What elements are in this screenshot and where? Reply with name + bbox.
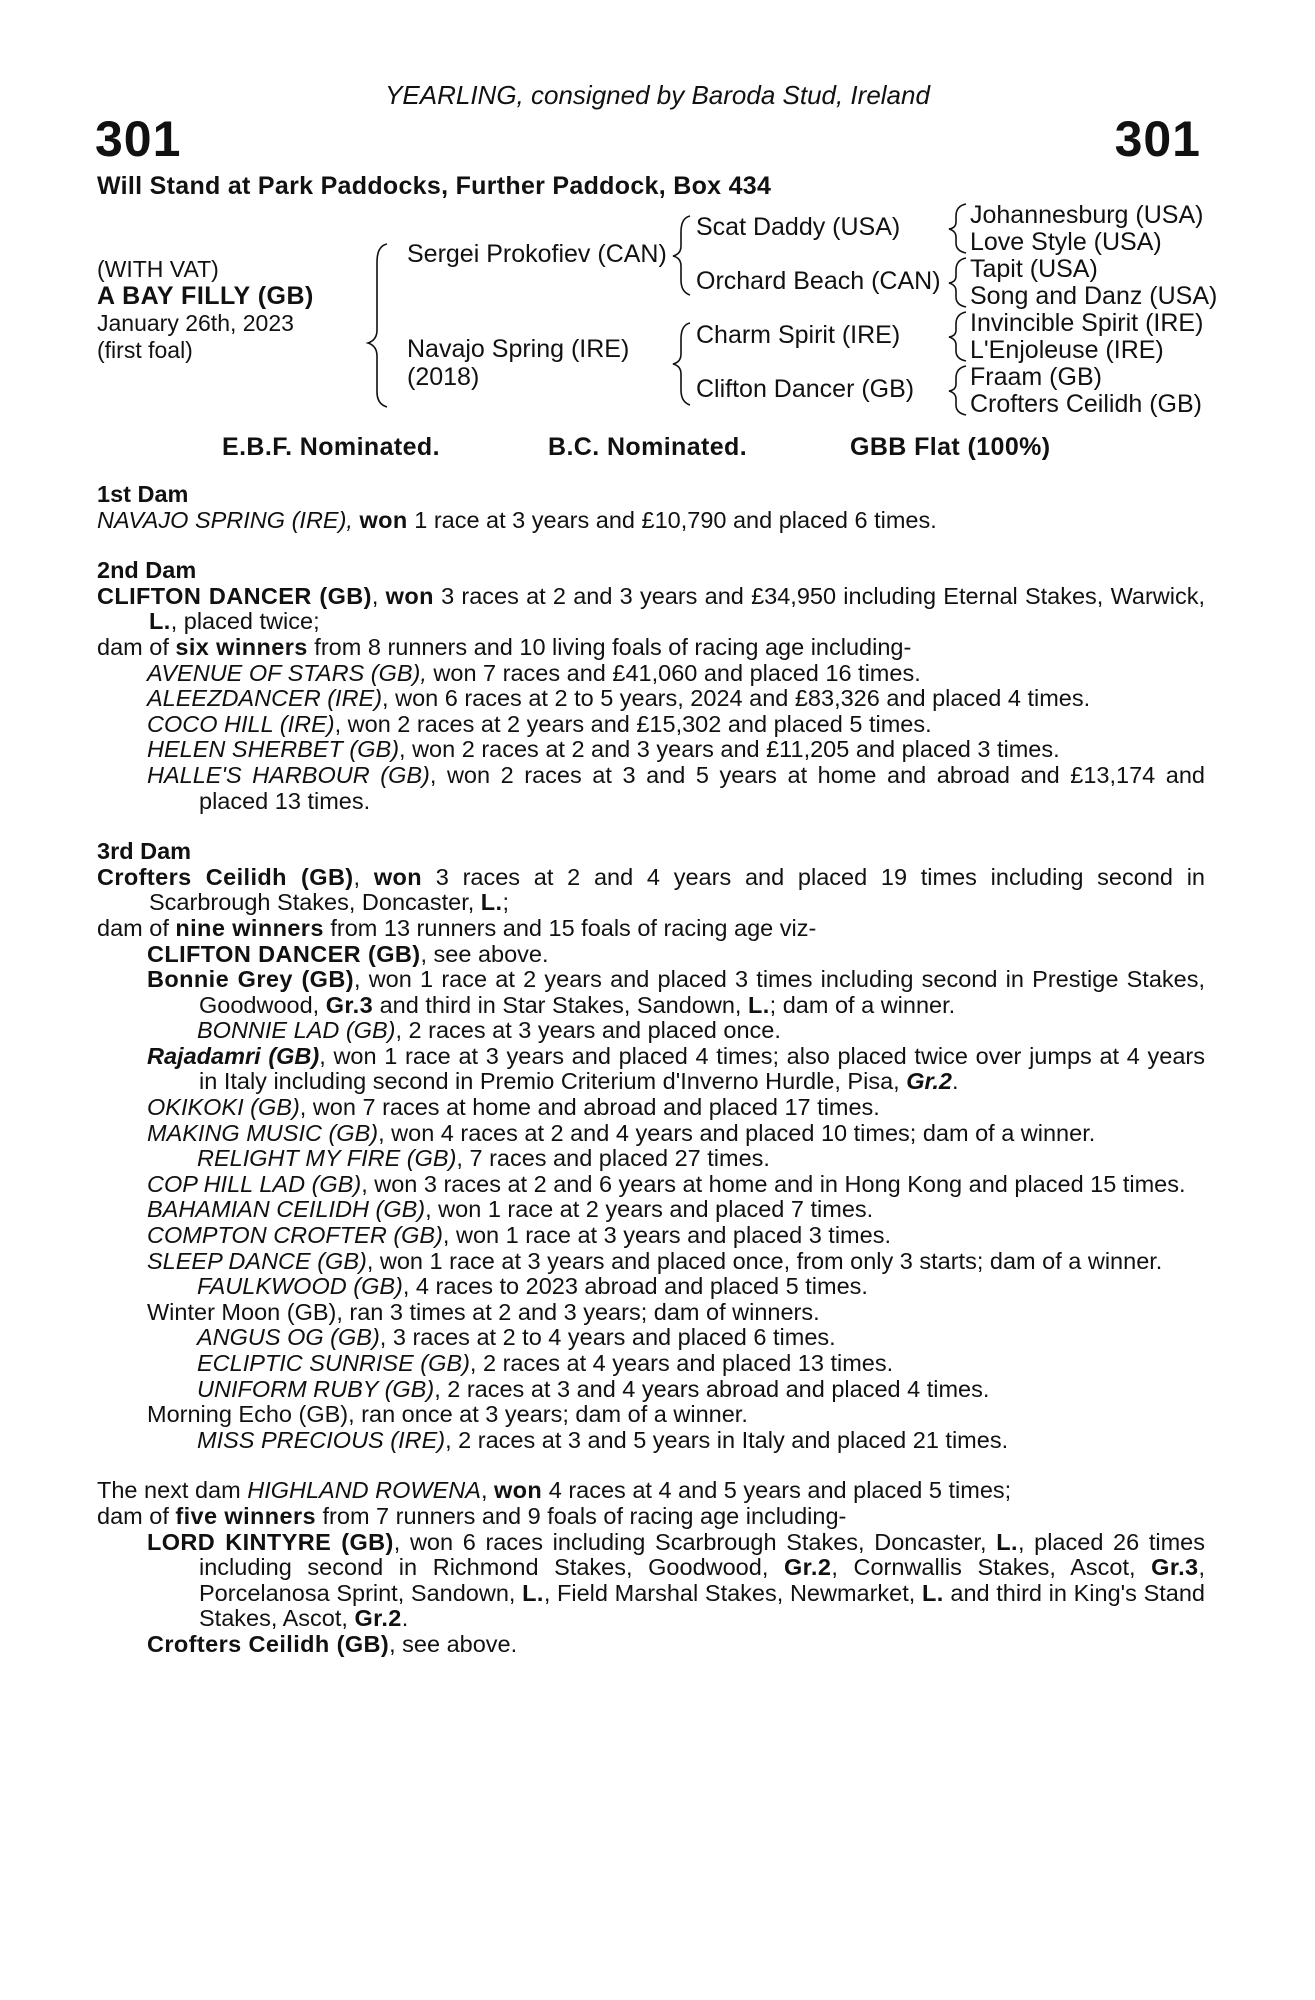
third-dam-produce-summary: dam of nine winners from 13 runners and 15 foals of racing age viz- xyxy=(97,914,817,941)
produce-item: Morning Echo (GB), ran once at 3 years; dam of a winner. xyxy=(147,1401,748,1428)
next-dam-record: The next dam HIGHLAND ROWENA, won 4 races at 4 and 5 years and placed 5 times; xyxy=(97,1477,1012,1504)
produce-item: Crofters Ceilidh (GB), see above. xyxy=(147,1630,518,1657)
pedigree-gg8: Crofters Ceilidh (GB) xyxy=(970,390,1202,418)
ebf-nomination: E.B.F. Nominated. xyxy=(222,433,440,461)
produce-item: LORD KINTYRE (GB), won 6 races including Scarbrough Stakes, Doncaster, L., placed 26 times including second in Richmond Stakes, Goodwood, Gr.2, Cornwallis Stakes, Ascot, Gr.3, Porcelanosa Sprint, Sandown, L., Field Marshal Stakes, Newmarket, L. and third in King's Stand Stakes, Ascot, Gr.2. xyxy=(147,1528,1206,1632)
first-dam-heading: 1st Dam xyxy=(97,481,189,507)
pedigree-gg3: Tapit (USA) xyxy=(970,255,1098,283)
catalogue-body xyxy=(97,482,1205,1658)
lot-number-right: 301 xyxy=(1114,111,1201,167)
third-dam-record: Crofters Ceilidh (GB), won 3 races at 2 and 4 years and placed 19 times including second in Scarbrough Stakes, Doncaster, L.; xyxy=(97,863,1205,916)
bc-nomination: B.C. Nominated. xyxy=(548,433,748,461)
produce-item: AVENUE OF STARS (GB), won 7 races and £41,060 and placed 16 times. xyxy=(147,659,921,686)
pedigree-gg2: Love Style (USA) xyxy=(970,228,1162,256)
stand-location: Will Stand at Park Paddocks, Further Paddock, Box 434 xyxy=(97,172,772,200)
pedigree-gg6: L'Enjoleuse (IRE) xyxy=(970,336,1164,364)
pedigree-gg4: Song and Danz (USA) xyxy=(970,282,1218,310)
produce-item: BAHAMIAN CEILIDH (GB), won 1 race at 2 years and placed 7 times. xyxy=(147,1196,874,1223)
produce-item: Rajadamri (GB), won 1 race at 3 years and placed 4 times; also placed twice over jumps at 4 years in Italy including second in Premio Criterium d'Inverno Hurdle, Pisa, Gr.2. xyxy=(147,1042,1205,1095)
third-dam-section xyxy=(97,839,1205,1453)
third-dam-heading: 3rd Dam xyxy=(97,838,192,865)
pedigree-gg5: Invincible Spirit (IRE) xyxy=(970,309,1204,337)
first-dam-section xyxy=(97,482,1205,533)
produce-item: Bonnie Grey (GB), won 1 race at 2 years and placed 3 times including second in Prestige Stakes, Goodwood, Gr.3 and third in Star Stakes, Sandown, L.; dam of a winner. xyxy=(147,966,1205,1018)
foaling-date: January 26th, 2023 xyxy=(97,310,294,336)
lot-name: A BAY FILLY (GB) xyxy=(97,282,314,310)
produce-item: ALEEZDANCER (IRE), won 6 races at 2 to 5 years, 2024 and £83,326 and placed 4 times. xyxy=(147,685,1091,712)
produce-item: COCO HILL (IRE), won 2 races at 2 years and £15,302 and placed 5 times. xyxy=(147,710,932,737)
grand-produce-item: RELIGHT MY FIRE (GB), 7 races and placed 27 times. xyxy=(197,1145,770,1172)
pedigree-dam-year: (2018) xyxy=(407,363,480,391)
pedigree-sire-dam: Orchard Beach (CAN) xyxy=(696,267,941,295)
pedigree-sire: Sergei Prokofiev (CAN) xyxy=(407,240,667,268)
pedigree-dam-dam: Clifton Dancer (GB) xyxy=(696,375,915,403)
grand-produce-item: BONNIE LAD (GB), 2 races at 3 years and placed once. xyxy=(197,1017,781,1044)
grand-produce-item: UNIFORM RUBY (GB), 2 races at 3 and 4 years abroad and placed 4 times. xyxy=(197,1375,990,1402)
produce-item: MAKING MUSIC (GB), won 4 races at 2 and 4 years and placed 10 times; dam of a winner. xyxy=(147,1119,1096,1146)
grand-produce-item: MISS PRECIOUS (IRE), 2 races at 3 and 5 years in Italy and placed 21 times. xyxy=(197,1426,1009,1453)
second-dam-produce-summary: dam of six winners from 8 runners and 10 living foals of racing age including- xyxy=(97,633,912,660)
grand-produce-item: ECLIPTIC SUNRISE (GB), 2 races at 4 years and placed 13 times. xyxy=(197,1350,894,1376)
first-dam-line: NAVAJO SPRING (IRE), won 1 race at 3 years and £10,790 and placed 6 times. xyxy=(97,506,937,533)
pedigree-gg1: Johannesburg (USA) xyxy=(970,201,1204,229)
produce-item: HELEN SHERBET (GB), won 2 races at 2 and 3 years and £11,205 and placed 3 times. xyxy=(147,736,1060,763)
next-dam-section xyxy=(97,1478,1205,1657)
produce-item: HALLE'S HARBOUR (GB), won 2 races at 3 and 5 years at home and abroad and £13,174 and placed 13 times. xyxy=(147,761,1205,814)
produce-item: SLEEP DANCE (GB), won 1 race at 3 years and placed once, from only 3 starts; dam of a winner. xyxy=(147,1247,1163,1274)
grand-produce-item: FAULKWOOD (GB), 4 races to 2023 abroad and placed 5 times. xyxy=(197,1273,868,1300)
produce-item: OKIKOKI (GB), won 7 races at home and abroad and placed 17 times. xyxy=(147,1094,880,1121)
produce-item: Winter Moon (GB), ran 3 times at 2 and 3 years; dam of winners. xyxy=(147,1298,820,1325)
pedigree-dam: Navajo Spring (IRE) xyxy=(407,335,630,363)
lot-number-left: 301 xyxy=(95,111,182,167)
produce-item: COP HILL LAD (GB), won 3 races at 2 and 6 years at home and in Hong Kong and placed 15 times. xyxy=(147,1170,1186,1197)
gbb-status: GBB Flat (100%) xyxy=(850,433,1051,461)
second-dam-heading: 2nd Dam xyxy=(97,557,197,584)
second-dam-record: CLIFTON DANCER (GB), won 3 races at 2 and 3 years and £34,950 including Eternal Stakes, Warwick, L., placed twice; xyxy=(97,582,1205,635)
produce-item: CLIFTON DANCER (GB), see above. xyxy=(147,940,549,967)
second-dam-section xyxy=(97,558,1205,814)
pedigree-sire-sire: Scat Daddy (USA) xyxy=(696,213,901,241)
pedigree-dam-sire: Charm Spirit (IRE) xyxy=(696,321,901,349)
produce-item: COMPTON CROFTER (GB), won 1 race at 3 years and placed 3 times. xyxy=(147,1222,891,1249)
grand-produce-item: ANGUS OG (GB), 3 races at 2 to 4 years and placed 6 times. xyxy=(197,1324,836,1351)
consignment-line: YEARLING, consigned by Baroda Stud, Ireland xyxy=(385,80,930,110)
vat-note: (WITH VAT) xyxy=(97,256,219,282)
foal-note: (first foal) xyxy=(97,337,193,363)
pedigree-gg7: Fraam (GB) xyxy=(970,363,1102,391)
next-dam-produce-summary: dam of five winners from 7 runners and 9 foals of racing age including- xyxy=(97,1502,847,1529)
